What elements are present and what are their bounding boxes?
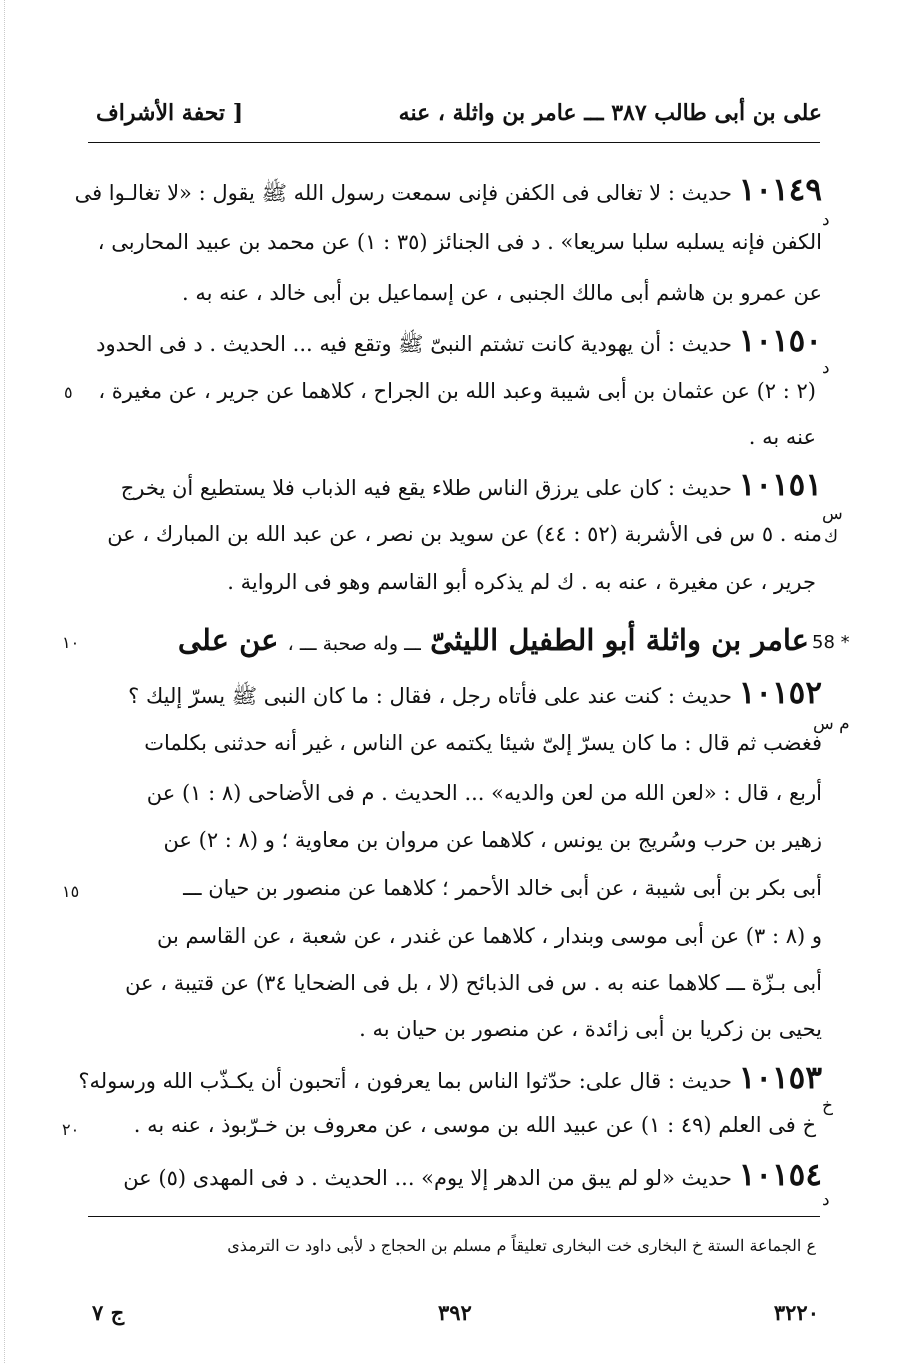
entry-text: حديث : قال على: حدّثوا الناس بما يعرفون ، أتحبون أن يكـذّب الله ورسوله؟ — [78, 1069, 733, 1093]
entry-text: حديث : أن يهودية كانت تشتم النبىّ ﷺ وتقع فيه ... الحديث . د فى الحدود — [96, 332, 733, 356]
entry-text: حديث : كنت عند على فأتاه رجل ، فقال : ما كان النبى ﷺ يسرّ إليك ؟ — [128, 684, 733, 708]
abbreviation-key: ع الجماعة الستة خ البخارى خت البخارى تعليقاً م مسلم بن الحجاج د لأبى داود ت الترمذى — [227, 1236, 816, 1255]
entry-10152-line-4: زهير بن حرب وسُريج بن يونس ، كلاهما عن مروان بن معاوية ؛ و (٨ : ٢) عن — [163, 828, 822, 852]
siglum-kh: خ — [822, 1096, 833, 1116]
siglum-k: ك — [824, 527, 839, 547]
entry-text: حديث : كان على يرزق الناس طلاء يقع فيه الذباب فلا يستطيع أن يخرج — [120, 476, 733, 500]
entry-10153-line-1 — [78, 1060, 822, 1096]
header-rule — [88, 142, 820, 143]
entry-10152-line-3: أربع ، قال : «لعن الله من لعن والديه» ... الحديث . م فى الأضاحى (٨ : ١) عن — [146, 781, 822, 805]
page-number: ٣٩٢ — [438, 1300, 472, 1325]
section-marker: 58 * — [812, 632, 850, 653]
volume-number: ج ٧ — [92, 1300, 125, 1325]
entry-number: ١٠١٥١ — [738, 467, 822, 503]
entry-10152-line-7: أبى بـزّة ـــ كلاهما عنه به . س فى الذبائح (لا ، بل فى الضحايا ٣٤) عن قتيبة ، عن — [125, 971, 822, 995]
margin-number: ١٠ — [62, 633, 80, 652]
siglum-d: د — [822, 210, 830, 230]
entry-10152-line-5: أبى بكر بن أبى شيبة ، عن أبى خالد الأحمر ؛ كلاهما عن منصور بن حيان ـــ — [183, 876, 822, 900]
entry-text: حديث «لو لم يبق من الدهر إلا يوم» ... الحديث . د فى المهدى (٥) عن — [123, 1166, 733, 1190]
entry-10152-line-6: و (٨ : ٣) عن أبى موسى وبندار ، كلاهما عن غندر ، عن شعبة ، عن القاسم بن — [156, 924, 822, 948]
entry-number: ١٠١٥٣ — [738, 1060, 822, 1096]
entry-10149-line-2: الكفن فإنه يسلبه سلبا سريعا» . د فى الجنائز (٣٥ : ١) عن محمد بن عبيد المحاربى ، — [97, 230, 822, 254]
entry-number: ١٠١٤٩ — [738, 172, 822, 208]
entry-10150-line-1 — [96, 323, 822, 359]
entry-number: ١٠١٥٠ — [738, 323, 822, 359]
entry-10151-line-2: منه . ٥ س فى الأشربة (٥٢ : ٤٤) عن سويد بن نصر ، عن عبد الله بن المبارك ، عن — [107, 522, 822, 546]
siglum-d: د — [822, 1190, 830, 1210]
footnote-rule — [88, 1216, 820, 1217]
entry-10150-line-3: عنه به . — [748, 425, 816, 449]
margin-number: ١٥ — [62, 882, 80, 901]
running-header-left: [ تحفة الأشراف — [96, 100, 244, 126]
entry-number: ١٠١٥٢ — [738, 675, 822, 711]
siglum-d: د — [822, 358, 830, 378]
entry-10152-line-1 — [128, 675, 822, 711]
entry-10149-line-1 — [74, 172, 822, 208]
margin-number: ٢٠ — [62, 1120, 80, 1139]
page-edge — [4, 0, 5, 1363]
section-note: ـــ وله صحبة ـــ ، — [287, 633, 421, 655]
entry-10153-line-2: خ فى العلم (٤٩ : ١) عن عبيد الله بن موسى ، عن معروف بن خـرّبوذ ، عنه به . — [133, 1113, 816, 1137]
running-header-right: على بن أبى طالب ٣٨٧ ـــ عامر بن واثلة ، عنه — [398, 100, 822, 126]
entry-10152-line-2: فغضب ثم قال : ما كان يسرّ إلىّ شيئا يكتمه عن الناس ، غير أنه حدثنى بكلمات — [144, 731, 822, 755]
footer-right-number: ٣٢٢٠ — [773, 1300, 819, 1325]
entry-10151-line-3: جرير ، عن مغيرة ، عنه به . ك لم يذكره أبو القاسم وهو فى الرواية . — [227, 570, 816, 594]
entry-10149-line-3: عن عمرو بن هاشم أبى مالك الجنبى ، عن إسماعيل بن أبى خالد ، عنه به . — [181, 281, 822, 305]
siglum-m-s: م س — [813, 714, 850, 734]
section-title: عامر بن واثلة أبو الطفيل الليثىّ — [430, 623, 809, 657]
section-heading — [177, 623, 809, 657]
entry-10152-line-8: يحيى بن زكريا بن أبى زائدة ، عن منصور بن حيان به . — [359, 1017, 822, 1041]
siglum-s: س — [822, 504, 843, 524]
entry-10150-line-2: (٢ : ٢) عن عثمان بن أبى شيبة وعبد الله بن الجراح ، كلاهما عن جرير ، عن مغيرة ، — [98, 379, 816, 403]
entry-10151-line-1 — [120, 467, 822, 503]
entry-10154-line-1 — [123, 1157, 822, 1193]
margin-number: ٥ — [64, 383, 73, 402]
entry-text: حديث : لا تغالى فى الكفن فإنى سمعت رسول الله ﷺ يقول : «لا تغالـوا فى — [74, 181, 733, 205]
entry-number: ١٠١٥٤ — [738, 1157, 822, 1193]
section-tail: عن على — [177, 623, 279, 657]
